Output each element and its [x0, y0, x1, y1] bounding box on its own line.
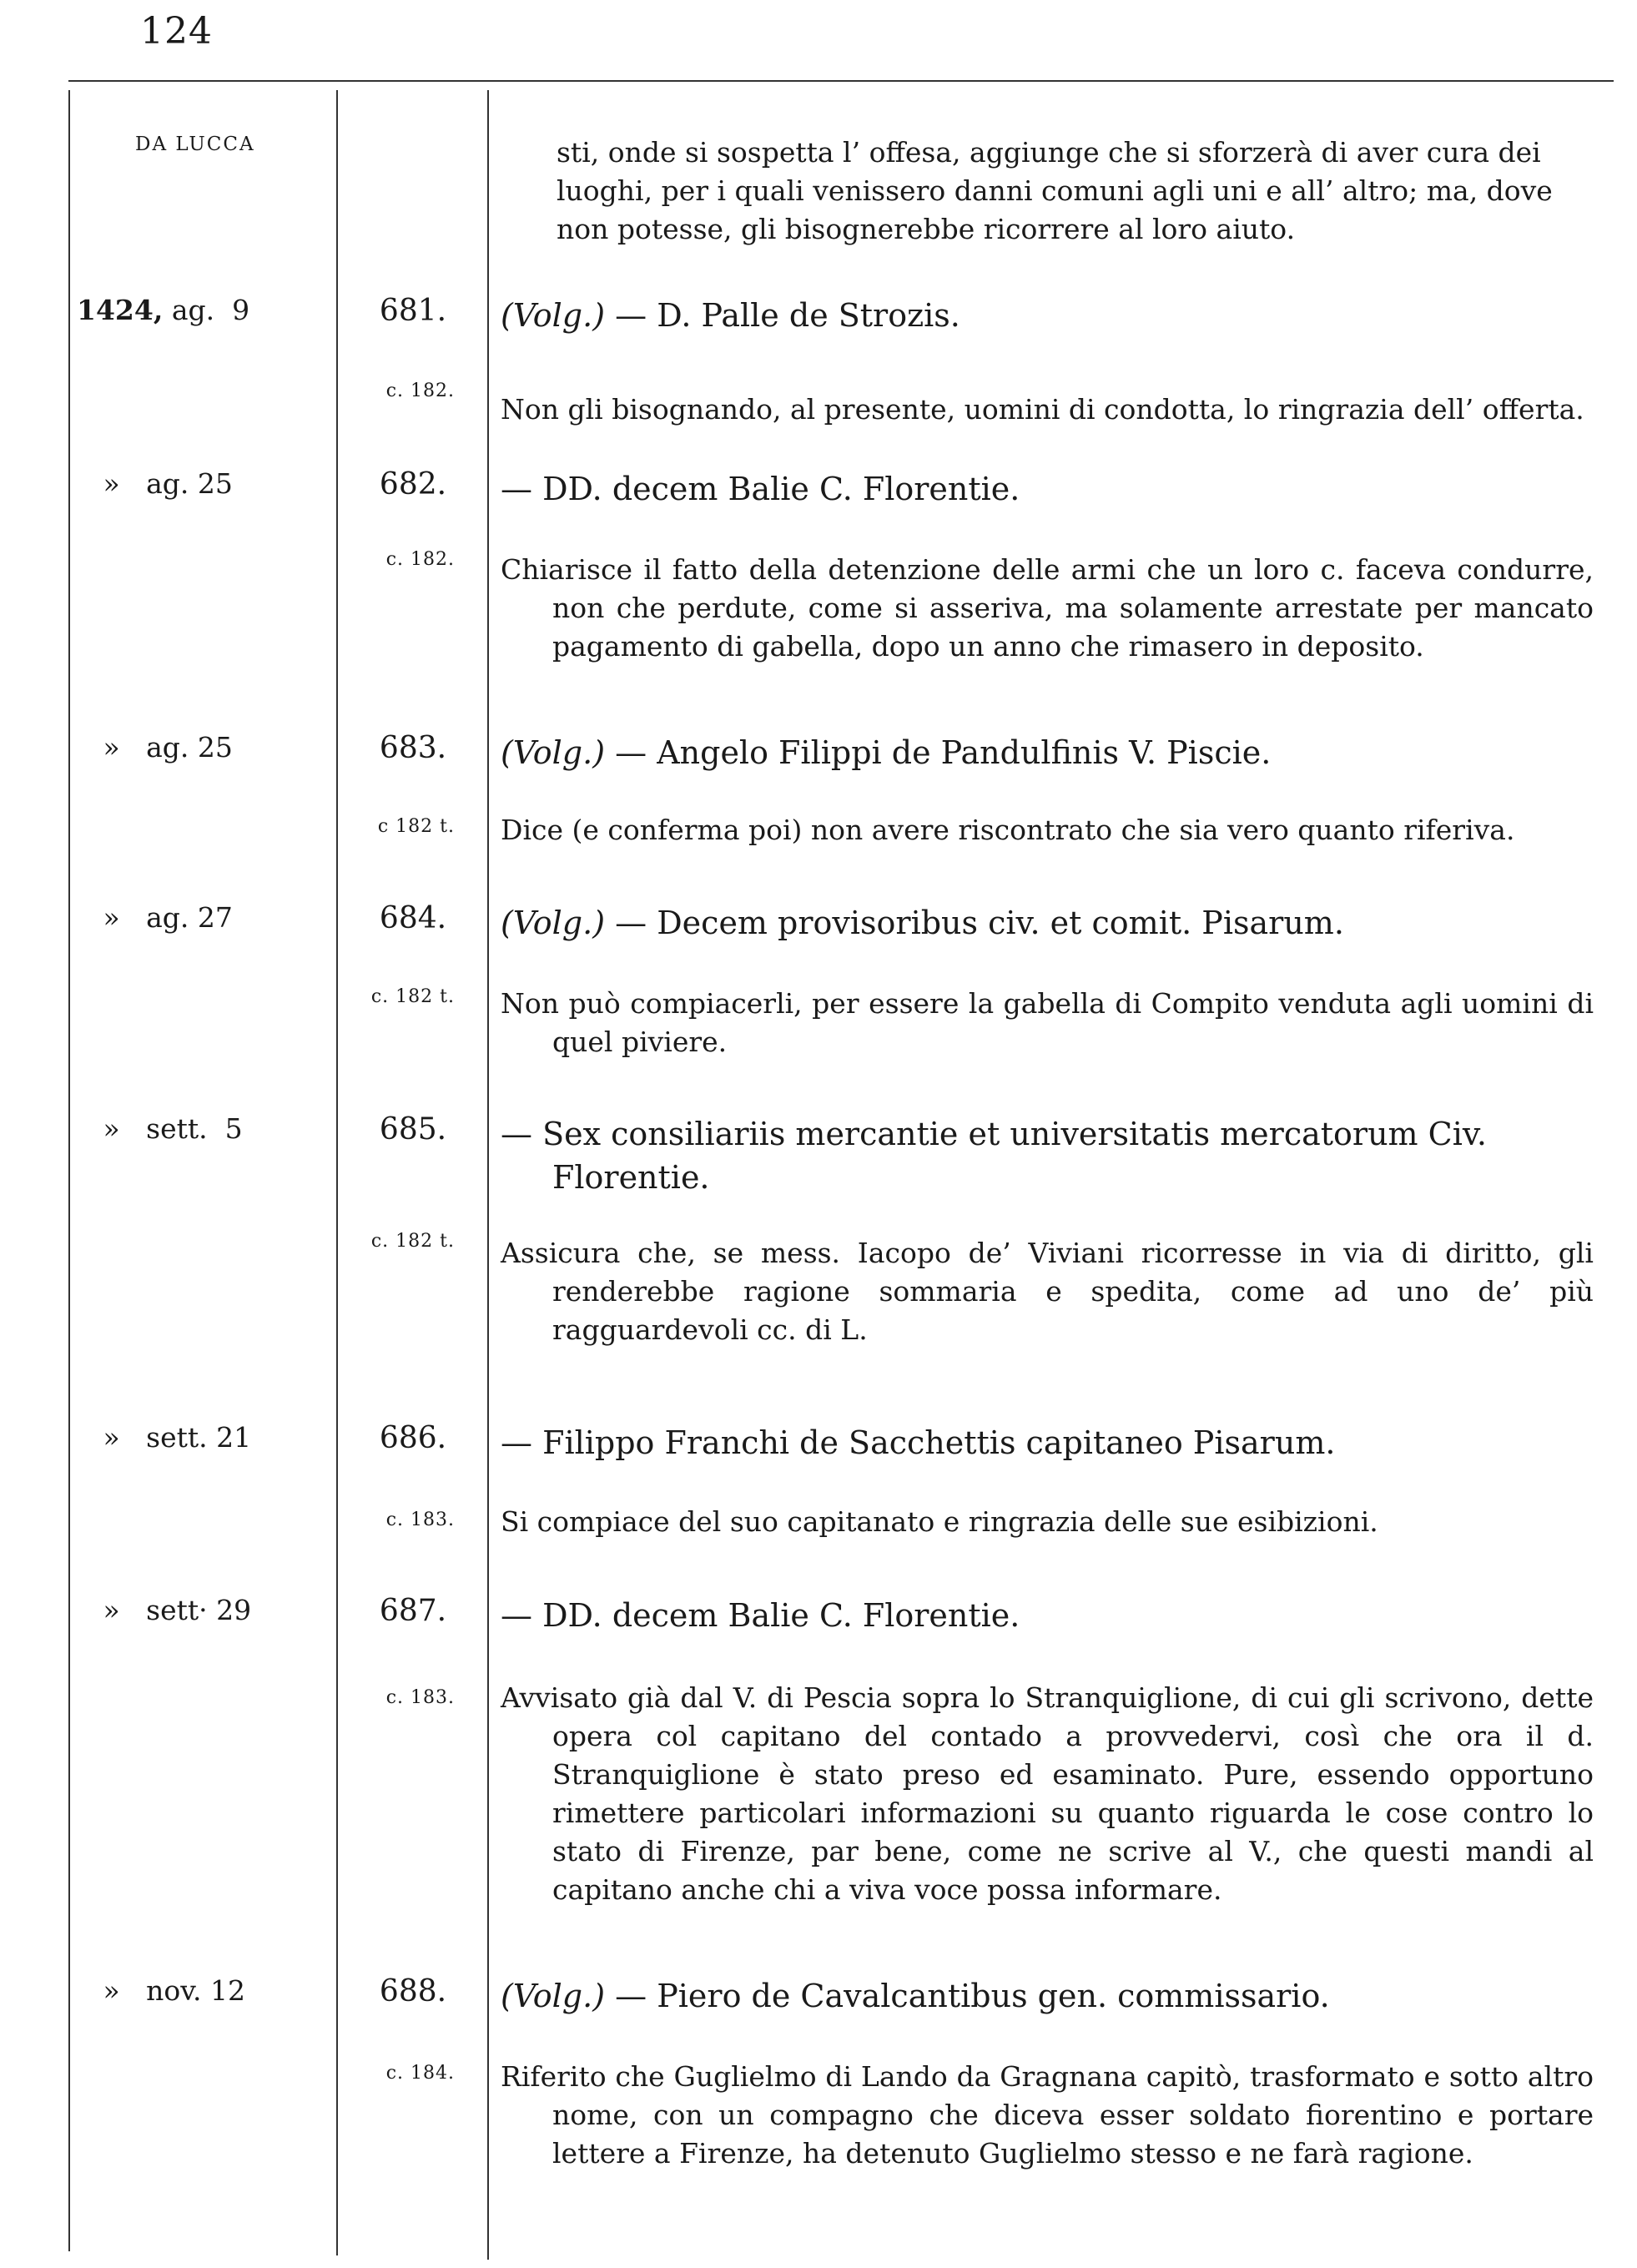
entry-folio: c. 182. — [385, 381, 455, 401]
entry-summary: Riferito che Guglielmo di Lando da Gragnana capitò, trasformato e sotto altro nome, con un compagno che diceva esser soldato fiorentino e portare lettere a Firenze, ha detenuto Guglielmo stesso e ne farà ragione. — [501, 2060, 1594, 2170]
recipient-text: — Sex consiliariis mercantie et universitatis mercatorum Civ. Florentie. — [501, 1116, 1487, 1196]
entry-number: 683. — [379, 731, 447, 765]
entry-folio: c. 182. — [385, 549, 455, 570]
continued-summary-line: sti, onde si sospetta l’ offesa, aggiunge che si sforzerà di aver cura dei — [557, 136, 1541, 169]
entry-summary: Non può compiacerli, per essere la gabella di Compito venduta agli uomini di quel piviere. — [501, 987, 1594, 1058]
entry-recipient — [501, 731, 1594, 774]
entry-summary: Avvisato già dal V. di Pescia sopra lo Stranquiglione, di cui gli scrivono, dette opera col capitano del contado a provvedervi, così che ora il d. Stranquiglione è stato preso ed esaminato. Pure, essendo opportuno rimettere particolari informazioni su quanto riguarda le cose contro lo stato di Firenze, par bene, come ne scrive al V., che questi mandi al capitano anche chi a viva voce possa informare. — [501, 1681, 1594, 1906]
entry-date — [77, 731, 269, 764]
entry-summary: Si compiace del suo capitanato e ringrazia delle sue esibizioni. — [501, 1505, 1378, 1538]
continued-summary-line: non potesse, gli bisognerebbe ricorrere al loro aiuto. — [557, 213, 1296, 245]
entry-day: ag. 9 — [163, 294, 250, 326]
page-number: 124 — [140, 10, 213, 53]
recipient-text: — Decem provisoribus civ. et comit. Pisarum. — [605, 905, 1344, 941]
entry-date — [77, 467, 269, 500]
column-rule-middle — [336, 90, 338, 2255]
header-rule — [68, 80, 1614, 82]
entry-date — [77, 1594, 269, 1626]
volg-marker: (Volg.) — [501, 1978, 606, 2014]
entry-number: 686. — [379, 1421, 447, 1455]
entry-number: 687. — [379, 1594, 447, 1628]
entry-summary: Assicura che, se mess. Iacopo de’ Viviani ricorresse in via di diritto, gli renderebbe ragione sommaria e spedita, come ad uno de’ più ragguardevoli cc. di L. — [501, 1237, 1594, 1346]
recipient-text: — Filippo Franchi de Sacchettis capitaneo Pisarum. — [501, 1424, 1336, 1461]
recipient-text: — DD. decem Balie C. Florentie. — [501, 1597, 1020, 1634]
entry-day: » nov. 12 — [77, 1974, 245, 2007]
entry-date — [77, 294, 269, 326]
entry-recipient — [501, 294, 1594, 337]
entry-year: 1424, — [77, 294, 164, 326]
entry-summary: Dice (e conferma poi) non avere riscontrato che sia vero quanto riferiva. — [501, 814, 1515, 846]
entry-recipient — [501, 467, 1594, 511]
entry-recipient — [501, 1594, 1594, 1637]
entry-day: » sett. 5 — [77, 1112, 243, 1145]
entry-date — [77, 901, 269, 934]
entry-summary: Chiarisce il fatto della detenzione delle armi che un loro c. faceva condurre, non che perdute, come si asseriva, ma solamente arrestate per mancato pagamento di gabella, dopo un anno che rimasero in deposito. — [501, 553, 1594, 663]
entry-folio: c. 182 t. — [370, 1231, 455, 1252]
entry-date — [77, 1112, 269, 1145]
recipient-text: — D. Palle de Strozis. — [605, 297, 960, 334]
entry-number: 682. — [379, 467, 447, 501]
entry-folio: c. 183. — [385, 1687, 455, 1708]
entry-date — [77, 1421, 269, 1454]
entry-number: 685. — [379, 1112, 447, 1147]
entry-day: » ag. 27 — [77, 901, 233, 934]
entry-summary: Non gli bisognando, al presente, uomini di condotta, lo ringrazia dell’ offerta. — [501, 393, 1584, 426]
entry-recipient — [501, 1974, 1594, 2018]
recipient-text: — DD. decem Balie C. Florentie. — [501, 471, 1020, 507]
column-rule-right — [487, 90, 489, 2260]
entry-folio: c. 184. — [385, 2063, 455, 2084]
sender-heading: DA LUCCA — [135, 134, 255, 155]
entry-day: » ag. 25 — [77, 731, 233, 764]
entry-date — [77, 1974, 269, 2007]
continued-summary-line: luoghi, per i quali venissero danni comuni agli uni e all’ altro; ma, dove — [557, 174, 1553, 207]
entry-day: » sett. 21 — [77, 1421, 252, 1454]
continued-summary — [505, 134, 1594, 249]
entry-number: 681. — [379, 294, 447, 328]
column-rule-left — [68, 90, 70, 2251]
recipient-text: — Angelo Filippi de Pandulfinis V. Piscie. — [605, 734, 1272, 771]
volg-marker: (Volg.) — [501, 297, 606, 334]
entry-number: 688. — [379, 1974, 447, 2008]
entry-folio: c 182 t. — [377, 816, 455, 837]
volg-marker: (Volg.) — [501, 734, 606, 771]
entry-folio: c. 182 t. — [370, 986, 455, 1007]
entry-number: 684. — [379, 901, 447, 935]
volg-marker: (Volg.) — [501, 905, 606, 941]
entry-folio: c. 183. — [385, 1509, 455, 1530]
recipient-text: — Piero de Cavalcantibus gen. commissario. — [605, 1978, 1330, 2014]
entry-day: » ag. 25 — [77, 467, 233, 500]
entry-recipient — [501, 901, 1594, 945]
entry-recipient — [501, 1421, 1594, 1464]
entry-day: » sett· 29 — [77, 1594, 252, 1626]
entry-recipient — [501, 1112, 1594, 1199]
